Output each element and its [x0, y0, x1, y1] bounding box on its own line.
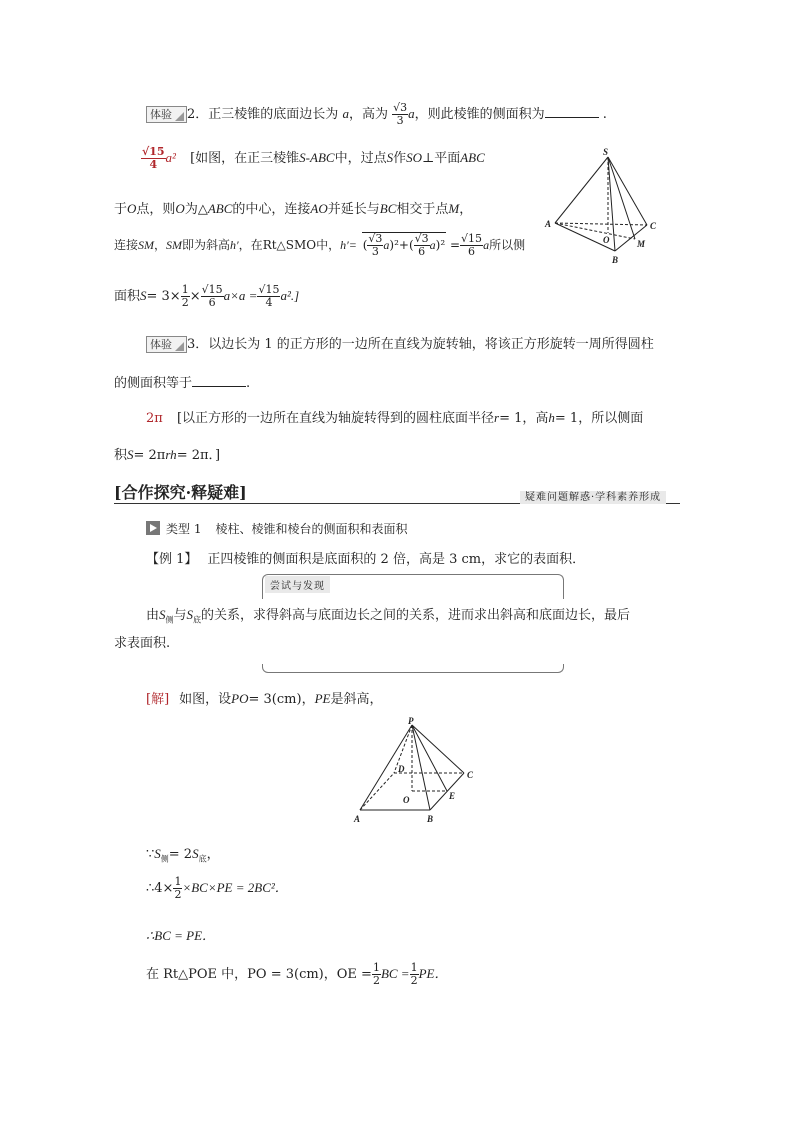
step-1: $\because S_侧= 2S_底$， — [146, 846, 220, 864]
try-find-box-top: 尝试与发现 — [262, 574, 564, 599]
question-3-line2: 的侧面积等于 . — [114, 376, 251, 391]
label-o: O — [403, 795, 410, 805]
answer-2-line3: 连接SM，SM即为斜高h′，在Rt△SMO中，h′= ( $\frac{√3}{3}$ a)²+( $\frac{√3}{6}$ a)² = $\frac{√15}{6}$ a所以侧 — [114, 232, 526, 258]
label-o: O — [603, 235, 610, 245]
label-s: S — [603, 147, 609, 157]
answer-2-line2: 于O点，则O为△ABC的中心，连接AO并延长与BC相交于点M， — [114, 201, 473, 217]
question-3: 体验 3．以边长为 1 的正方形的一边所在直线为旋转轴，将该正方形旋转一周所得圆柱 — [146, 333, 654, 353]
label-d: D — [398, 764, 405, 774]
example-1: 【例 1】 正四棱锥的侧面积是底面积的 2 倍，高是 3 cm，求它的表面积． — [146, 552, 586, 567]
section-banner: 疑难问题解惑·学科素养形成 — [520, 488, 666, 504]
edge-pc — [412, 725, 464, 773]
try-find-box-bottom — [262, 664, 564, 673]
label-b: B — [612, 255, 619, 265]
pyramid-figure-pabcd — [350, 715, 480, 830]
experience-tag: 体验 — [146, 106, 187, 123]
height-fraction: $\frac{√3}{3}$ — [393, 101, 408, 127]
label-a: A — [354, 814, 361, 824]
edge-ac — [555, 223, 647, 225]
label-c: C — [467, 770, 474, 780]
answer-2-value: $\frac{√15}{4}$ — [142, 145, 165, 171]
segment-pe — [412, 725, 447, 791]
try-find-line1: 由$S_侧$与$S_底$的关系，求得斜高与底面边长之间的关系，进而求出斜高和底面边长，最后 — [146, 607, 631, 625]
answer-3-line2: 积S= 2πrh= 2π．] — [114, 447, 221, 463]
answer-3-line1: 2π [以正方形的一边所在直线为轴旋转得到的圆柱底面半径r= 1，高h= 1，所以侧面 — [146, 410, 644, 426]
step-4: 在 Rt△POE 中，PO = 3(cm)，OE = $\frac{1}{2}$ BC = $\frac{1}{2}$ PE． — [146, 961, 448, 987]
segment-am — [555, 223, 635, 239]
label-a: A — [545, 219, 552, 229]
answer-blank[interactable] — [545, 107, 599, 118]
solution-intro: [解] 如图，设PO= 3(cm)，PE是斜高， — [146, 691, 383, 707]
label-p: P — [408, 716, 414, 726]
label-e: E — [449, 791, 456, 801]
sqrt-expression: ( $\frac{√3}{3}$ a)²+( $\frac{√3}{6}$ a)² — [362, 232, 446, 258]
pyramid-figure-sabc — [540, 145, 680, 270]
play-icon — [146, 521, 160, 535]
edge-ad — [360, 773, 394, 810]
label-c: C — [650, 221, 657, 231]
answer-2-line1: $\frac{√15}{4}$ a² [如图，在正三棱锥S-ABC中，过点S作SO⊥平面ABC — [142, 145, 485, 171]
answer-3-value: 2π — [146, 411, 163, 426]
edge-pb — [412, 725, 430, 810]
step-3: ∴BC = PE． — [146, 928, 216, 943]
edge-bc — [430, 773, 464, 810]
answer-blank[interactable] — [192, 376, 246, 387]
experience-tag: 体验 — [146, 336, 187, 353]
type-1-heading: 类型 1 棱柱、棱锥和棱台的侧面积和表面积 — [146, 520, 407, 537]
edge-sa — [555, 157, 608, 223]
section-title: [合作探究·释疑难] — [114, 483, 247, 502]
try-find-line2: 求表面积. — [114, 636, 171, 651]
question-2: 体验 2．正三棱锥的底面边长为 a，高为 $\frac{√3}{3}$ a，则此棱锥的侧面积为 . — [146, 102, 607, 127]
step-2: ∴4× $\frac{1}{2}$ ×BC×PE = 2BC²． — [146, 875, 288, 901]
label-b: B — [427, 814, 434, 824]
answer-2-line4: 面积S= 3× $\frac{1}{2}$ × $\frac{√15}{6}$ a×a = $\frac{√15}{4}$ a².] — [114, 283, 300, 309]
label-m: M — [637, 239, 646, 249]
